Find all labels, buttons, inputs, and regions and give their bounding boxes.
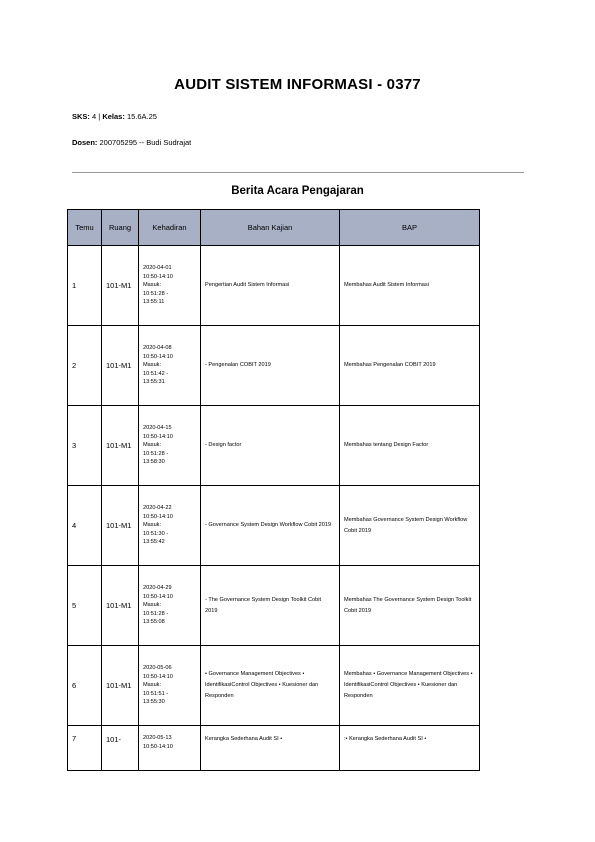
dosen-value: 200705295 -- Budi Sudrajat bbox=[99, 138, 192, 147]
kehadiran-line: 2020-04-22 bbox=[143, 505, 172, 512]
cell-temu: 2 bbox=[68, 326, 102, 406]
kehadiran-line: Masuk: bbox=[143, 522, 162, 529]
cell-ruang: 101-M1 bbox=[102, 646, 139, 726]
kehadiran-line: 10:50-14:10 bbox=[143, 273, 173, 280]
kehadiran-line: Masuk: bbox=[143, 362, 162, 369]
cell-ruang: 101-M1 bbox=[102, 326, 139, 406]
cell-bahan-kajian: - Design factor bbox=[201, 406, 340, 486]
sks-value: 4 bbox=[92, 112, 97, 121]
sks-label: SKS: bbox=[72, 112, 90, 121]
kehadiran-line: 2020-05-13 bbox=[143, 735, 172, 741]
kehadiran-line: 10:51:42 - bbox=[143, 370, 169, 377]
cell-kehadiran bbox=[139, 486, 201, 566]
cell-bahan-kajian: - Governance System Design Workflow Cobit 2019 bbox=[201, 486, 340, 566]
cell-ruang: 101- bbox=[102, 726, 139, 771]
kelas-value: 15.6A.25 bbox=[126, 112, 157, 121]
cell-temu: 3 bbox=[68, 406, 102, 486]
cell-ruang: 101-M1 bbox=[102, 406, 139, 486]
kehadiran-line: Masuk: bbox=[143, 602, 162, 609]
header-bap: BAP bbox=[340, 210, 480, 246]
cell-ruang: 101-M1 bbox=[102, 486, 139, 566]
cell-temu: 7 bbox=[68, 726, 102, 771]
kehadiran-line: Masuk: bbox=[143, 682, 162, 689]
kehadiran-line: 10:50-14:10 bbox=[143, 513, 173, 520]
cell-bap: Membahas • Governance Management Objectives • IdentifikasiControl Objectives • Kuesioner dan Responden bbox=[340, 646, 480, 726]
cell-temu: 1 bbox=[68, 246, 102, 326]
kehadiran-line: 13:55:42 bbox=[143, 539, 165, 546]
table-body bbox=[68, 246, 480, 771]
kehadiran-line: 10:51:28 - bbox=[143, 610, 169, 617]
cell-bahan-kajian: • Governance Management Objectives • IdentifikasiControl Objectives • Kuesioner dan Responden bbox=[201, 646, 340, 726]
kehadiran-line: 13:55:11 bbox=[143, 299, 165, 306]
cell-ruang: 101-M1 bbox=[102, 246, 139, 326]
cell-bahan-kajian: Kerangka Sederhana Audit SI • bbox=[201, 726, 340, 771]
cell-kehadiran bbox=[139, 246, 201, 326]
kehadiran-line: 10:50-14:10 bbox=[143, 433, 173, 440]
header-temu: Temu bbox=[68, 210, 102, 246]
header-ruang: Ruang bbox=[102, 210, 139, 246]
cell-bap: Membahas The Governance System Design Toolkit Cobit 2019 bbox=[340, 566, 480, 646]
header-kehadiran: Kehadiran bbox=[139, 210, 201, 246]
cell-temu: 5 bbox=[68, 566, 102, 646]
section-title: Berita Acara Pengajaran bbox=[231, 185, 364, 197]
table-header-row bbox=[68, 210, 480, 246]
kehadiran-line: 2020-04-01 bbox=[143, 265, 172, 272]
kehadiran-line: 2020-04-15 bbox=[143, 425, 172, 432]
kehadiran-line: 10:51:51 - bbox=[143, 690, 169, 697]
kehadiran-line: 10:50-14:10 bbox=[143, 743, 173, 750]
table-row bbox=[68, 646, 480, 726]
kehadiran-line: 10:50-14:10 bbox=[143, 673, 173, 680]
kehadiran-line: 2020-05-06 bbox=[143, 665, 172, 672]
kehadiran-line: 13:55:30 bbox=[143, 699, 165, 706]
kehadiran-line: 10:51:30 - bbox=[143, 530, 169, 537]
table-row bbox=[68, 406, 480, 486]
bap-table bbox=[67, 209, 480, 771]
cell-bap: Membahas Governance System Design Workflow Cobit 2019 bbox=[340, 486, 480, 566]
kehadiran-line: 13:58:30 bbox=[143, 459, 165, 466]
kehadiran-line: 10:51:28 - bbox=[143, 450, 169, 457]
kelas-label: Kelas: bbox=[102, 112, 125, 121]
kehadiran-line: 13:55:08 bbox=[143, 619, 165, 626]
cell-bahan-kajian: Pengertian Audit Sistem Informasi bbox=[201, 246, 340, 326]
cell-bahan-kajian: - Pengenalan COBIT 2019 bbox=[201, 326, 340, 406]
cell-temu: 4 bbox=[68, 486, 102, 566]
kehadiran-line: 2020-04-08 bbox=[143, 345, 172, 352]
cell-bap: Membahas Pengenalan COBIT 2019 bbox=[340, 326, 480, 406]
cell-kehadiran bbox=[139, 326, 201, 406]
table-row bbox=[68, 726, 480, 771]
table-row bbox=[68, 486, 480, 566]
course-meta bbox=[72, 112, 157, 121]
cell-kehadiran bbox=[139, 646, 201, 726]
kehadiran-line: 2020-04-29 bbox=[143, 585, 172, 592]
kehadiran-line: 13:55:31 bbox=[143, 379, 165, 386]
cell-kehadiran bbox=[139, 726, 201, 771]
kehadiran-line: Masuk: bbox=[143, 282, 162, 289]
kehadiran-line: 10:50-14:10 bbox=[143, 593, 173, 600]
kehadiran-line: Masuk: bbox=[143, 442, 162, 449]
cell-bap: Membahas Audit Sistem Informasi bbox=[340, 246, 480, 326]
dosen-label: Dosen: bbox=[72, 138, 98, 147]
cell-bap: Membahas tentang Design Factor bbox=[340, 406, 480, 486]
cell-bap: :• Kerangka Sederhana Audit SI • bbox=[340, 726, 480, 771]
cell-bahan-kajian: - The Governance System Design Toolkit Cobit 2019 bbox=[201, 566, 340, 646]
kehadiran-line: 10:51:28 - bbox=[143, 290, 169, 297]
cell-kehadiran bbox=[139, 406, 201, 486]
kehadiran-line: 10:50-14:10 bbox=[143, 353, 173, 360]
table-row bbox=[68, 566, 480, 646]
lecturer-meta bbox=[72, 138, 191, 147]
divider bbox=[72, 172, 524, 173]
cell-kehadiran bbox=[139, 566, 201, 646]
cell-temu: 6 bbox=[68, 646, 102, 726]
table-row bbox=[68, 246, 480, 326]
page-title: AUDIT SISTEM INFORMASI - 0377 bbox=[174, 76, 421, 93]
table-row bbox=[68, 326, 480, 406]
separator: | bbox=[98, 112, 101, 121]
header-bahan-kajian: Bahan Kajian bbox=[201, 210, 340, 246]
cell-ruang: 101-M1 bbox=[102, 566, 139, 646]
